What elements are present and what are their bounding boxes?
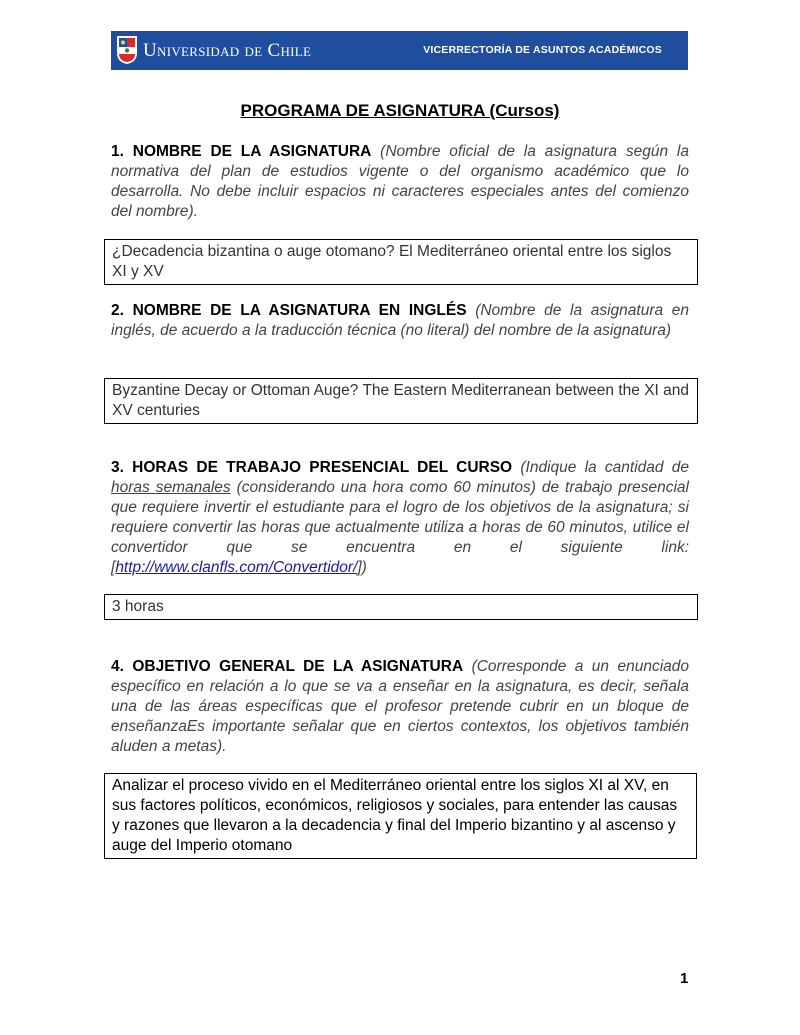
section-2-description <box>111 301 689 341</box>
section-2-heading: 2. NOMBRE DE LA ASIGNATURA EN INGLÉS <box>111 302 467 319</box>
section-2-answer-box <box>104 378 698 424</box>
section-3-description <box>111 458 689 578</box>
section-3-instruction-end: ]) <box>357 559 367 576</box>
section-4-description <box>111 657 689 757</box>
section-3-heading: 3. HORAS DE TRABAJO PRESENCIAL DEL CURSO <box>111 459 513 476</box>
university-name: Universidad de Chile <box>143 40 312 61</box>
university-shield-logo <box>116 35 138 65</box>
section-2-answer: Byzantine Decay or Ottoman Auge? The Eastern Mediterranean between the XI and XV centuries <box>112 382 690 419</box>
section-4-answer-box <box>104 773 697 859</box>
section-1-instruction: (Nombre oficial de la asignatura según la normativa del plan de estudios vigente o del organismo académico que lo desarrolla. No debe incluir espacios ni caracteres especiales antes del comienzo del nombre). <box>111 143 689 220</box>
section-4-heading: 4. OBJETIVO GENERAL DE LA ASIGNATURA <box>111 658 464 675</box>
section-3-instruction-start: (Indique la cantidad de <box>520 459 689 476</box>
header-banner <box>111 31 688 70</box>
page-title: PROGRAMA DE ASIGNATURA (Cursos) <box>240 101 560 120</box>
section-3-answer-box <box>104 594 698 620</box>
vicerrectoria-label: VICERRECTORÍA DE ASUNTOS ACADÉMICOS <box>423 44 662 56</box>
section-4-instruction: (Corresponde a un enunciado específico en relación a lo que se va a enseñar en la asignatura, es decir, señala una de las áreas específicas que el profesor pretende cubrir en un bloque de enseñanzaEs importante señalar que en ciertos contextos, los objetivos también aluden a metas). <box>111 658 689 755</box>
section-1-answer: ¿Decadencia bizantina o auge otomano? El Mediterráneo oriental entre los siglos XI y XV <box>112 243 672 280</box>
section-2-instruction: (Nombre de la asignatura en inglés, de acuerdo a la traducción técnica (no literal) del nombre de la asignatura) <box>111 302 689 339</box>
page-number: 1 <box>680 970 689 987</box>
section-3-instruction-underlined: horas semanales <box>111 479 231 496</box>
section-1-answer-box <box>104 239 698 285</box>
section-1-heading: 1. NOMBRE DE LA ASIGNATURA <box>111 143 372 160</box>
convertidor-link[interactable]: http://www.clanfls.com/Convertidor/ <box>115 559 358 576</box>
section-3-answer: 3 horas <box>112 598 164 615</box>
section-1-description <box>111 142 689 222</box>
section-3-instruction-rest: (considerando una hora como 60 minutos) de trabajo presencial que requiere invertir el estudiante para el logro de los objetivos de la asignatura; si requiere convertir las horas que actualmente utiliza a horas de 60 minutos, utilice el convertidor que se encuentra en el siguiente link: [ <box>111 479 689 576</box>
section-4-answer: Analizar el proceso vivido en el Mediterráneo oriental entre los siglos XI al XV, en sus factores políticos, económicos, religiosos y sociales, para entender las causas y razones que llevaron a la decadencia y final del Imperio bizantino y al ascenso y auge del Imperio otomano <box>112 777 678 854</box>
